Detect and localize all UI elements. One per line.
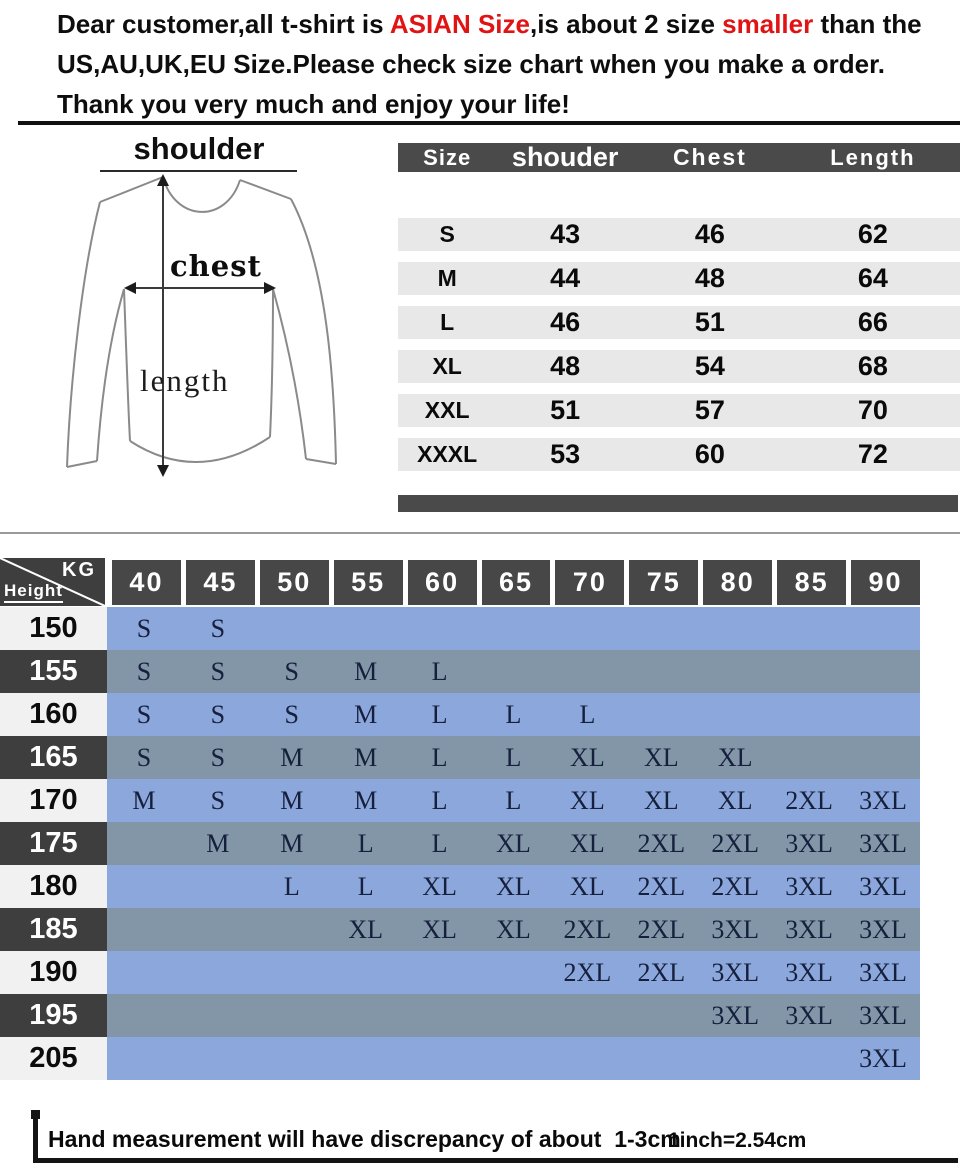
size-strip <box>107 865 920 908</box>
recommended-size-cell: 2XL <box>711 871 760 901</box>
size-table-body <box>398 218 960 471</box>
size-strip <box>107 1037 920 1080</box>
recommended-size-cell <box>107 908 181 951</box>
recommended-size-cell <box>550 1037 624 1080</box>
height-label: 185 <box>0 908 107 951</box>
recommended-size-cell <box>624 650 698 693</box>
recommended-size-cell: L <box>357 828 374 858</box>
recommended-size-cell: XL <box>496 871 531 901</box>
value-cell: 48 <box>550 351 581 381</box>
recommended-size-cell <box>403 1037 477 1080</box>
recommended-size-cell: M <box>280 785 304 815</box>
recommended-size-cell: 3XL <box>859 785 907 815</box>
size-strip <box>107 951 920 994</box>
size-table-row <box>398 262 960 295</box>
size-table <box>398 143 960 513</box>
recommended-size-cell: S <box>210 699 226 729</box>
value-cell: 62 <box>857 219 888 249</box>
size-strip <box>107 822 920 865</box>
weight-header-cell: 45 <box>186 560 255 605</box>
weight-header-cell: 60 <box>408 560 477 605</box>
recommended-size-cell <box>107 865 181 908</box>
recommended-size-cell: M <box>354 785 378 815</box>
recommended-size-cell <box>403 607 477 650</box>
recommended-size-cell: 3XL <box>785 828 833 858</box>
recommended-size-cell: 2XL <box>711 828 760 858</box>
recommended-size-cell: L <box>579 699 596 729</box>
recommended-size-cell <box>698 1037 772 1080</box>
divider-line <box>18 121 960 125</box>
recommended-size-cell: 3XL <box>859 914 907 944</box>
recommended-size-cell: S <box>210 742 226 772</box>
recommended-size-cell <box>181 865 255 908</box>
weight-header-cell: 85 <box>777 560 846 605</box>
notice-text: ,is about 2 size <box>529 9 723 39</box>
recommended-size-cell: 3XL <box>859 828 907 858</box>
height-row <box>0 822 920 865</box>
height-label: 195 <box>0 994 107 1037</box>
recommended-size-cell: XL <box>570 785 605 815</box>
recommended-size-cell: M <box>354 656 378 686</box>
recommended-size-cell <box>772 607 846 650</box>
size-strip <box>107 736 920 779</box>
recommended-size-cell <box>550 650 624 693</box>
notice-text: than the <box>813 9 922 39</box>
recommended-size-cell <box>477 607 551 650</box>
recommended-size-cell: L <box>431 742 448 772</box>
value-cell: 46 <box>694 219 725 249</box>
recommended-size-cell: 3XL <box>785 957 833 987</box>
height-label: 170 <box>0 779 107 822</box>
recommended-size-cell: 3XL <box>711 957 760 987</box>
recommended-size-cell <box>550 607 624 650</box>
recommended-size-cell <box>107 1037 181 1080</box>
value-cell: 60 <box>694 439 725 469</box>
height-weight-header <box>0 558 920 606</box>
recommended-size-cell <box>255 994 329 1037</box>
recommended-size-cell: S <box>210 613 226 643</box>
recommended-size-cell <box>846 650 920 693</box>
recommended-size-cell: 3XL <box>711 914 760 944</box>
size-table-row <box>398 394 960 427</box>
customer-notice <box>57 4 957 124</box>
recommended-size-cell: XL <box>643 785 679 815</box>
size-cell: XXL <box>424 397 470 423</box>
recommended-size-cell <box>698 693 772 736</box>
value-cell: 70 <box>857 395 888 425</box>
weight-header-cell: 80 <box>703 560 772 605</box>
height-row <box>0 693 920 736</box>
size-cell: S <box>439 221 455 247</box>
height-weight-body <box>0 607 920 1080</box>
weight-header-row <box>112 560 920 605</box>
recommended-size-cell <box>477 994 551 1037</box>
size-strip <box>107 908 920 951</box>
notice-highlight-asian-size: ASIAN Size <box>389 9 530 39</box>
weight-header-cell: 40 <box>112 560 181 605</box>
weight-header-cell: 70 <box>555 560 624 605</box>
recommended-size-cell: XL <box>496 914 531 944</box>
size-cell: XL <box>432 353 462 379</box>
recommended-size-cell <box>772 650 846 693</box>
recommended-size-cell <box>846 736 920 779</box>
notice-text: Dear customer,all t-shirt is <box>57 9 390 39</box>
recommended-size-cell: S <box>210 785 226 815</box>
size-strip <box>107 994 920 1037</box>
value-cell: 51 <box>694 307 725 337</box>
recommended-size-cell: L <box>505 699 522 729</box>
corner-cell <box>0 558 105 606</box>
value-cell: 54 <box>694 351 725 381</box>
height-row <box>0 865 920 908</box>
recommended-size-cell: 3XL <box>785 1000 833 1030</box>
recommended-size-cell: S <box>136 656 152 686</box>
recommended-size-cell: 2XL <box>563 957 612 987</box>
weight-header-cell: 65 <box>482 560 551 605</box>
recommended-size-cell <box>329 994 403 1037</box>
recommended-size-cell: L <box>431 785 448 815</box>
recommended-size-cell: XL <box>717 742 753 772</box>
recommended-size-cell: L <box>431 699 448 729</box>
recommended-size-cell: L <box>283 871 300 901</box>
size-cell: L <box>440 309 455 335</box>
border-bottom-line <box>33 1158 958 1163</box>
height-row <box>0 736 920 779</box>
recommended-size-cell: XL <box>422 871 457 901</box>
recommended-size-cell: 2XL <box>637 828 686 858</box>
notice-highlight-smaller: smaller <box>722 9 814 39</box>
recommended-size-cell: XL <box>496 828 531 858</box>
shoulder-label: shoulder <box>133 131 265 166</box>
size-table-footer-bar <box>398 495 958 512</box>
section-divider <box>0 532 960 534</box>
recommended-size-cell: 3XL <box>859 957 907 987</box>
recommended-size-cell <box>477 951 551 994</box>
recommended-size-cell <box>181 1037 255 1080</box>
border-left-line <box>33 1113 38 1163</box>
size-table-row <box>398 350 960 383</box>
recommended-size-cell: 3XL <box>859 1000 907 1030</box>
length-label: length <box>140 363 230 398</box>
size-table-header <box>398 143 960 172</box>
recommended-size-cell: 3XL <box>785 871 833 901</box>
value-cell: 46 <box>550 307 581 337</box>
chest-label: chest <box>170 249 262 283</box>
height-row <box>0 1037 920 1080</box>
recommended-size-cell <box>329 607 403 650</box>
recommended-size-cell <box>624 994 698 1037</box>
recommended-size-cell: 2XL <box>785 785 833 815</box>
value-cell: 68 <box>857 351 888 381</box>
weight-header-cell: 90 <box>851 560 920 605</box>
recommended-size-cell <box>255 951 329 994</box>
height-label: 175 <box>0 822 107 865</box>
weight-header-cell: 75 <box>629 560 698 605</box>
recommended-size-cell: 3XL <box>785 914 833 944</box>
recommended-size-cell: L <box>505 742 522 772</box>
recommended-size-cell <box>255 607 329 650</box>
recommended-size-cell <box>477 1037 551 1080</box>
recommended-size-cell: XL <box>570 828 605 858</box>
inch-conversion-note: 1inch=2.54cm <box>668 1129 807 1152</box>
column-header-length: Length <box>830 144 916 170</box>
recommended-size-cell: M <box>354 699 378 729</box>
value-cell: 72 <box>857 439 888 469</box>
height-label: 190 <box>0 951 107 994</box>
size-strip <box>107 693 920 736</box>
recommended-size-cell <box>181 994 255 1037</box>
recommended-size-cell <box>624 1037 698 1080</box>
value-cell: 57 <box>694 395 725 425</box>
height-label: 155 <box>0 650 107 693</box>
recommended-size-cell: M <box>280 742 304 772</box>
recommended-size-cell <box>624 607 698 650</box>
recommended-size-cell <box>403 994 477 1037</box>
height-row <box>0 951 920 994</box>
recommended-size-cell: M <box>132 785 156 815</box>
recommended-size-cell: XL <box>348 914 383 944</box>
recommended-size-cell <box>698 607 772 650</box>
recommended-size-cell: 3XL <box>859 871 907 901</box>
size-table-row <box>398 438 960 471</box>
column-header-size: Size <box>423 144 472 170</box>
size-table-row <box>398 218 960 251</box>
size-strip <box>107 607 920 650</box>
recommended-size-cell <box>846 693 920 736</box>
recommended-size-cell <box>181 908 255 951</box>
height-label: 180 <box>0 865 107 908</box>
recommended-size-cell: 2XL <box>637 871 686 901</box>
recommended-size-cell: XL <box>643 742 679 772</box>
recommended-size-cell: XL <box>570 742 605 772</box>
recommended-size-cell: M <box>280 828 304 858</box>
column-header-chest: Chest <box>672 144 747 170</box>
recommended-size-cell <box>772 693 846 736</box>
value-cell: 64 <box>857 263 888 293</box>
recommended-size-cell: L <box>505 785 522 815</box>
tshirt-outline <box>67 177 336 467</box>
value-cell: 48 <box>694 263 725 293</box>
recommended-size-cell: S <box>284 656 299 686</box>
size-table-row <box>398 306 960 339</box>
recommended-size-cell <box>107 994 181 1037</box>
height-row <box>0 779 920 822</box>
recommended-size-cell: 2XL <box>637 914 686 944</box>
tshirt-diagram <box>40 172 370 482</box>
recommended-size-cell <box>255 908 329 951</box>
recommended-size-cell: XL <box>717 785 753 815</box>
weight-header-cell: 50 <box>260 560 329 605</box>
value-cell: 66 <box>857 307 888 337</box>
height-row <box>0 650 920 693</box>
recommended-size-cell <box>477 650 551 693</box>
recommended-size-cell: L <box>431 828 448 858</box>
recommended-size-cell: S <box>284 699 299 729</box>
value-cell: 51 <box>550 395 581 425</box>
chest-arrow <box>124 282 276 294</box>
height-row <box>0 607 920 650</box>
recommended-size-cell: L <box>357 871 374 901</box>
recommended-size-cell <box>698 650 772 693</box>
recommended-size-cell: 2XL <box>563 914 612 944</box>
recommended-size-cell <box>624 693 698 736</box>
weight-header-cell: 55 <box>334 560 403 605</box>
height-label: 150 <box>0 607 107 650</box>
height-axis-label: Height <box>4 581 63 603</box>
recommended-size-cell: 2XL <box>637 957 686 987</box>
recommended-size-cell <box>329 1037 403 1080</box>
recommended-size-cell: S <box>136 699 152 729</box>
value-cell: 53 <box>550 439 581 469</box>
recommended-size-cell: S <box>210 656 226 686</box>
height-row <box>0 994 920 1037</box>
recommended-size-cell: S <box>136 613 152 643</box>
size-cell: M <box>437 265 457 291</box>
notice-line-2: US,AU,UK,EU Size.Please check size chart when you make a order. <box>57 49 886 79</box>
height-label: 160 <box>0 693 107 736</box>
height-weight-chart <box>0 558 920 1080</box>
recommended-size-cell <box>107 951 181 994</box>
recommended-size-cell: XL <box>570 871 605 901</box>
notice-line-1 <box>57 4 957 44</box>
height-row <box>0 908 920 951</box>
recommended-size-cell: 3XL <box>711 1000 760 1030</box>
recommended-size-cell <box>772 736 846 779</box>
size-cell: XXXL <box>417 441 478 467</box>
value-cell: 43 <box>550 219 581 249</box>
size-strip <box>107 779 920 822</box>
measurement-note: Hand measurement will have discrepancy of about 1-3cm <box>48 1126 681 1152</box>
recommended-size-cell <box>403 951 477 994</box>
recommended-size-cell <box>550 994 624 1037</box>
size-strip <box>107 650 920 693</box>
length-arrow <box>157 174 169 477</box>
value-cell: 44 <box>550 263 581 293</box>
height-label: 165 <box>0 736 107 779</box>
recommended-size-cell: XL <box>422 914 457 944</box>
recommended-size-cell: M <box>354 742 378 772</box>
recommended-size-cell <box>107 822 181 865</box>
recommended-size-cell <box>181 951 255 994</box>
notice-line-3: Thank you very much and enjoy your life! <box>57 89 570 119</box>
recommended-size-cell: 3XL <box>859 1043 907 1073</box>
recommended-size-cell <box>329 951 403 994</box>
kg-axis-label: KG <box>62 559 96 581</box>
recommended-size-cell: S <box>136 742 152 772</box>
recommended-size-cell <box>846 607 920 650</box>
recommended-size-cell <box>255 1037 329 1080</box>
recommended-size-cell <box>772 1037 846 1080</box>
recommended-size-cell: M <box>206 828 230 858</box>
recommended-size-cell: L <box>431 656 448 686</box>
column-header-shoulder: shouder <box>511 142 619 172</box>
height-label: 205 <box>0 1037 107 1080</box>
